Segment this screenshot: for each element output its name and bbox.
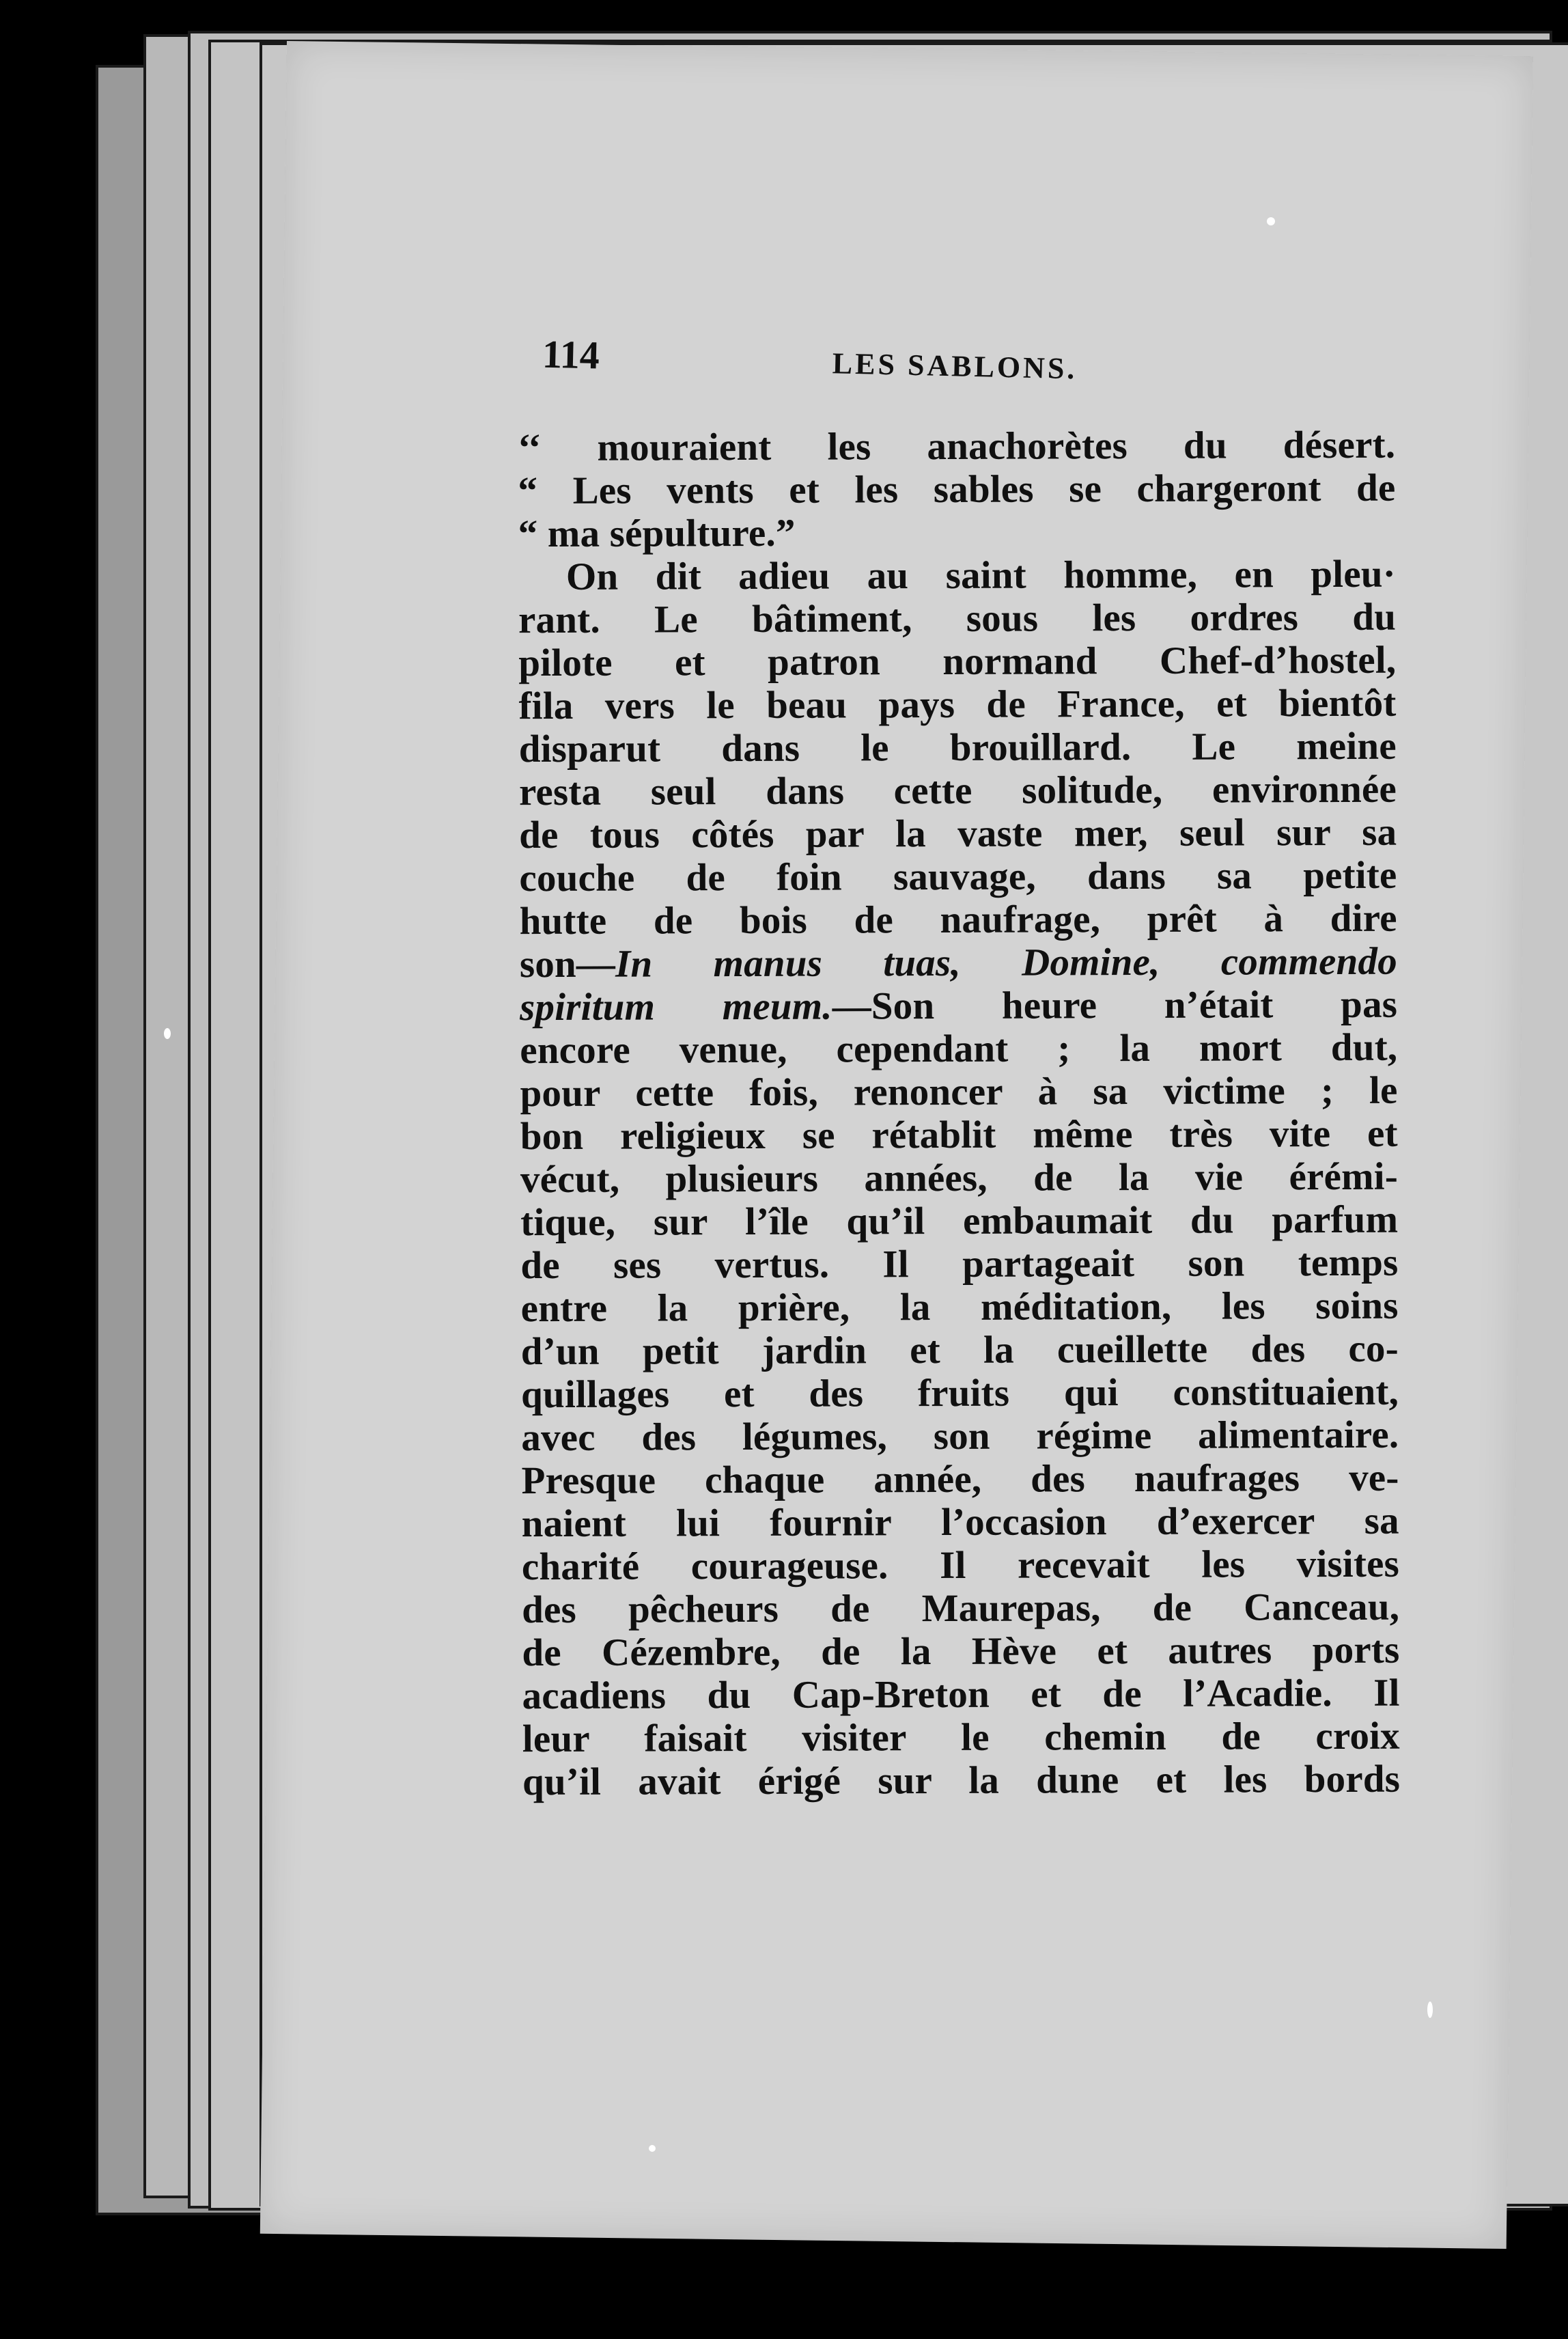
- running-title: LES SABLONS.: [832, 346, 1078, 386]
- text-line-with-italic: [520, 983, 1397, 1029]
- text-line: fila vers le beau pays de France, et bientôt: [518, 681, 1397, 728]
- text-line: pour cette fois, renoncer à sa victime ; le: [520, 1068, 1398, 1116]
- text-line: naient lui fournir l’occasion d’exercer sa: [521, 1499, 1399, 1546]
- page-number: 114: [542, 331, 600, 378]
- text-fragment: —Son heure n’était pas: [832, 982, 1398, 1028]
- latin-phrase: spiritum meum.: [519, 984, 832, 1029]
- text-line: entre la prière, la méditation, les soins: [520, 1284, 1399, 1331]
- text-line: avec des légumes, son régime alimentaire.: [521, 1413, 1399, 1460]
- text-line: resta seul dans cette solitude, environnée: [518, 767, 1397, 814]
- text-line: hutte de bois de naufrage, prêt à dire: [519, 896, 1397, 943]
- text-line: “ Les vents et les sables se chargeront de: [518, 466, 1396, 513]
- text-line: bon religieux se rétablit même très vite et: [520, 1111, 1398, 1159]
- text-line: qu’il avait érigé sur la dune et les bords: [522, 1757, 1401, 1804]
- text-line: ‘‘ mouraient les anachorètes du désert.: [518, 423, 1396, 470]
- latin-phrase: In manus tuas, Domine, commendo: [615, 939, 1397, 986]
- text-line: tique, sur l’île qu’il embaumait du parfum: [520, 1198, 1399, 1245]
- text-line: de Cézembre, de la Hève et autres ports: [522, 1628, 1400, 1675]
- dust-speck: [1267, 217, 1275, 225]
- text-line: quillages et des fruits qui constituaient,: [520, 1370, 1399, 1417]
- text-line: d’un petit jardin et la cueillette des co-: [520, 1327, 1399, 1374]
- dust-speck: [1427, 2002, 1433, 2018]
- text-line: vécut, plusieurs années, de la vie érémi-: [520, 1154, 1399, 1202]
- text-line: couche de foin sauvage, dans sa petite: [519, 853, 1397, 900]
- dust-speck: [164, 1028, 171, 1039]
- body-text: [518, 424, 1400, 1803]
- text-line: de ses vertus. Il partageait son temps: [520, 1241, 1399, 1288]
- dust-speck: [649, 2145, 656, 2152]
- text-line: disparut dans le brouillard. Le meine: [518, 724, 1397, 771]
- text-line: des pêcheurs de Maurepas, de Canceau,: [522, 1585, 1400, 1632]
- running-head: [542, 331, 1444, 406]
- text-line: charité courageuse. Il recevait les visites: [521, 1542, 1400, 1589]
- text-line: Presque chaque année, des naufrages ve-: [521, 1456, 1399, 1503]
- text-line: rant. Le bâtiment, sous les ordres du: [518, 595, 1397, 642]
- text-line: On dit adieu au saint homme, en pleu·: [565, 552, 1397, 598]
- text-line: “ ma sépulture.”: [518, 511, 796, 556]
- text-line: leur faisait visiter le chemin de croix: [522, 1714, 1400, 1761]
- text-line: de tous côtés par la vaste mer, seul sur sa: [519, 810, 1397, 857]
- book-page: [260, 41, 1533, 2249]
- text-fragment: son—: [519, 942, 616, 986]
- text-line: acadiens du Cap-Breton et de l’Acadie. Il: [522, 1671, 1400, 1718]
- text-line-with-italic: [520, 940, 1397, 986]
- text-line: encore venue, cependant ; la mort dut,: [520, 1025, 1398, 1072]
- text-line: pilote et patron normand Chef-d’hostel,: [518, 638, 1397, 685]
